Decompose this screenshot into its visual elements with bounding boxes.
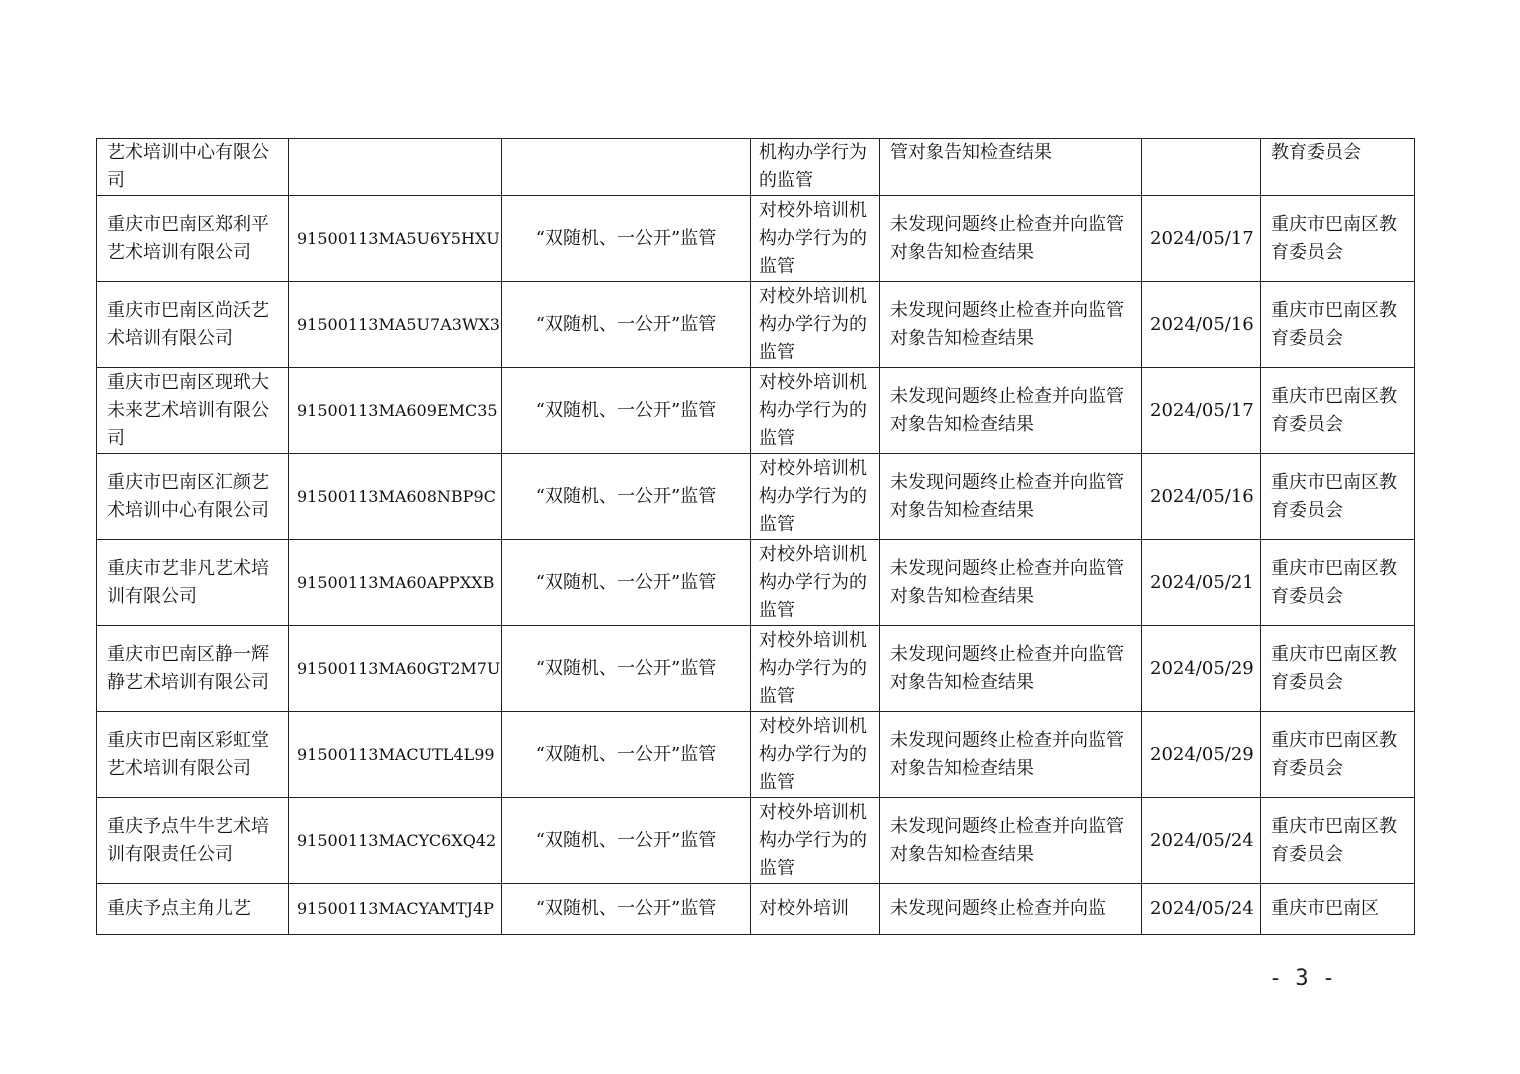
inspection-matter-cell: 对校外培训机构办学行为的监管 — [751, 368, 880, 454]
inspection-type-cell: “双随机、一公开”监管 — [502, 884, 751, 935]
inspection-date-cell: 2024/05/29 — [1142, 712, 1261, 798]
credit-code-cell: 91500113MACYC6XQ42 — [289, 798, 502, 884]
authority-cell: 重庆市巴南区教育委员会 — [1261, 798, 1415, 884]
table-row — [97, 196, 1415, 282]
inspection-type-cell — [502, 139, 751, 196]
table-row — [97, 540, 1415, 626]
inspection-matter-cell: 对校外培训机构办学行为的监管 — [751, 626, 880, 712]
institution-name-cell: 重庆予点牛牛艺术培训有限责任公司 — [97, 798, 289, 884]
table-row — [97, 282, 1415, 368]
institution-name-cell: 重庆市巴南区现玳大未来艺术培训有限公司 — [97, 368, 289, 454]
credit-code-cell: 91500113MA60GT2M7U — [289, 626, 502, 712]
table-row — [97, 139, 1415, 196]
inspection-result-cell: 管对象告知检查结果 — [880, 139, 1142, 196]
inspection-date-cell: 2024/05/17 — [1142, 368, 1261, 454]
inspection-results-table — [96, 138, 1415, 935]
inspection-date-cell: 2024/05/21 — [1142, 540, 1261, 626]
inspection-date-cell: 2024/05/24 — [1142, 884, 1261, 935]
institution-name-cell: 重庆予点主角儿艺 — [97, 884, 289, 935]
authority-cell: 重庆市巴南区教育委员会 — [1261, 454, 1415, 540]
authority-cell: 重庆市巴南区教育委员会 — [1261, 626, 1415, 712]
inspection-type-cell: “双随机、一公开”监管 — [502, 196, 751, 282]
institution-name-cell: 重庆市巴南区汇颜艺术培训中心有限公司 — [97, 454, 289, 540]
credit-code-cell: 91500113MA608NBP9C — [289, 454, 502, 540]
inspection-matter-cell: 机构办学行为的监管 — [751, 139, 880, 196]
inspection-date-cell: 2024/05/17 — [1142, 196, 1261, 282]
institution-name-cell: 重庆市巴南区静一辉静艺术培训有限公司 — [97, 626, 289, 712]
inspection-type-cell: “双随机、一公开”监管 — [502, 368, 751, 454]
inspection-result-cell: 未发现问题终止检查并向监管对象告知检查结果 — [880, 282, 1142, 368]
inspection-result-cell: 未发现问题终止检查并向监管对象告知检查结果 — [880, 454, 1142, 540]
table-row — [97, 454, 1415, 540]
authority-cell: 重庆市巴南区教育委员会 — [1261, 712, 1415, 798]
inspection-result-cell: 未发现问题终止检查并向监 — [880, 884, 1142, 935]
inspection-type-cell: “双随机、一公开”监管 — [502, 798, 751, 884]
institution-name-cell: 重庆市巴南区彩虹堂艺术培训有限公司 — [97, 712, 289, 798]
inspection-date-cell — [1142, 139, 1261, 196]
inspection-results-table-container — [96, 138, 1414, 935]
authority-cell: 重庆市巴南区 — [1261, 884, 1415, 935]
table-row — [97, 368, 1415, 454]
credit-code-cell: 91500113MA5U7A3WX3 — [289, 282, 502, 368]
credit-code-cell: 91500113MACYAMTJ4P — [289, 884, 502, 935]
inspection-date-cell: 2024/05/16 — [1142, 454, 1261, 540]
inspection-matter-cell: 对校外培训机构办学行为的监管 — [751, 540, 880, 626]
inspection-type-cell: “双随机、一公开”监管 — [502, 712, 751, 798]
credit-code-cell: 91500113MA5U6Y5HXU — [289, 196, 502, 282]
inspection-matter-cell: 对校外培训机构办学行为的监管 — [751, 454, 880, 540]
inspection-type-cell: “双随机、一公开”监管 — [502, 540, 751, 626]
inspection-type-cell: “双随机、一公开”监管 — [502, 454, 751, 540]
page-number: - 3 - — [1268, 966, 1336, 991]
inspection-matter-cell: 对校外培训机构办学行为的监管 — [751, 282, 880, 368]
inspection-matter-cell: 对校外培训机构办学行为的监管 — [751, 196, 880, 282]
inspection-result-cell: 未发现问题终止检查并向监管对象告知检查结果 — [880, 540, 1142, 626]
authority-cell: 重庆市巴南区教育委员会 — [1261, 196, 1415, 282]
inspection-result-cell: 未发现问题终止检查并向监管对象告知检查结果 — [880, 798, 1142, 884]
credit-code-cell: 91500113MA609EMC35 — [289, 368, 502, 454]
institution-name-cell: 重庆市艺非凡艺术培训有限公司 — [97, 540, 289, 626]
inspection-date-cell: 2024/05/29 — [1142, 626, 1261, 712]
inspection-matter-cell: 对校外培训机构办学行为的监管 — [751, 712, 880, 798]
table-row — [97, 626, 1415, 712]
inspection-matter-cell: 对校外培训 — [751, 884, 880, 935]
inspection-type-cell: “双随机、一公开”监管 — [502, 282, 751, 368]
inspection-result-cell: 未发现问题终止检查并向监管对象告知检查结果 — [880, 368, 1142, 454]
inspection-result-cell: 未发现问题终止检查并向监管对象告知检查结果 — [880, 196, 1142, 282]
table-body — [97, 139, 1415, 935]
credit-code-cell: 91500113MACUTL4L99 — [289, 712, 502, 798]
table-row — [97, 884, 1415, 935]
institution-name-cell: 重庆市巴南区尚沃艺术培训有限公司 — [97, 282, 289, 368]
credit-code-cell: 91500113MA60APPXXB — [289, 540, 502, 626]
inspection-date-cell: 2024/05/24 — [1142, 798, 1261, 884]
authority-cell: 教育委员会 — [1261, 139, 1415, 196]
inspection-type-cell: “双随机、一公开”监管 — [502, 626, 751, 712]
authority-cell: 重庆市巴南区教育委员会 — [1261, 282, 1415, 368]
table-row — [97, 798, 1415, 884]
table-row — [97, 712, 1415, 798]
inspection-result-cell: 未发现问题终止检查并向监管对象告知检查结果 — [880, 626, 1142, 712]
institution-name-cell: 艺术培训中心有限公司 — [97, 139, 289, 196]
institution-name-cell: 重庆市巴南区郑利平艺术培训有限公司 — [97, 196, 289, 282]
inspection-date-cell: 2024/05/16 — [1142, 282, 1261, 368]
authority-cell: 重庆市巴南区教育委员会 — [1261, 540, 1415, 626]
credit-code-cell — [289, 139, 502, 196]
authority-cell: 重庆市巴南区教育委员会 — [1261, 368, 1415, 454]
inspection-matter-cell: 对校外培训机构办学行为的监管 — [751, 798, 880, 884]
inspection-result-cell: 未发现问题终止检查并向监管对象告知检查结果 — [880, 712, 1142, 798]
